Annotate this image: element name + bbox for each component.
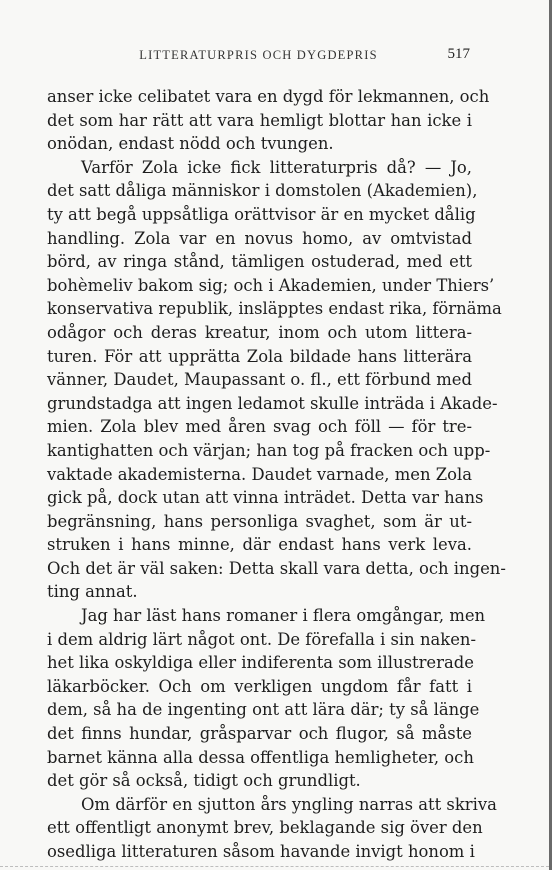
running-head: LITTERATURPRIS OCH DYGDEPRIS bbox=[139, 48, 378, 62]
text-line: struken i hans minne, där endast hans verk leva. bbox=[47, 535, 472, 555]
page-header bbox=[47, 48, 470, 72]
text-line: begränsning, hans personliga svaghet, som är ut- bbox=[47, 511, 472, 531]
text-line: turen. För att upprätta Zola bildade hans litterära bbox=[47, 346, 472, 366]
text-line: ett offentligt anonymt brev, beklagande sig över den bbox=[47, 818, 483, 838]
text-line: grundstadga att ingen ledamot skulle inträda i Akade- bbox=[47, 393, 498, 413]
text-line: det satt dåliga människor i domstolen (Akademien), bbox=[47, 181, 478, 201]
text-line: barnet känna alla dessa offentliga hemligheter, och bbox=[47, 747, 474, 767]
text-line: vaktade akademisterna. Daudet varnade, men Zola bbox=[47, 464, 473, 484]
text-line: odågor och deras kreatur, inom och utom littera- bbox=[47, 322, 472, 342]
text-line: ting annat. bbox=[47, 582, 138, 602]
text-line: ty att begå uppsåtliga orättvisor är en mycket dålig bbox=[47, 204, 476, 224]
text-line: vänner, Daudet, Maupassant o. fl., ett förbund med bbox=[47, 370, 472, 390]
text-line: Och det är väl saken: Detta skall vara detta, och ingen- bbox=[47, 558, 506, 578]
text-line: Om därför en sjutton års yngling narras att skriva bbox=[81, 794, 497, 814]
text-line: bohèmeliv bakom sig; och i Akademien, under Thiers’ bbox=[47, 275, 495, 295]
text-line: osedliga litteraturen såsom havande invigt honom i bbox=[47, 842, 475, 861]
text-line: det som har rätt att vara hemligt blottar han icke i bbox=[47, 110, 472, 130]
paragraph-4 bbox=[47, 793, 497, 864]
text-line: mien. Zola blev med åren svag och föll — för tre- bbox=[47, 417, 472, 437]
paragraph-2 bbox=[47, 156, 506, 604]
bottom-edge-rule bbox=[0, 866, 549, 868]
text-line: gick på, dock utan att vinna inträdet. Detta var hans bbox=[47, 488, 484, 508]
text-line: Jag har läst hans romaner i flera omgångar, men bbox=[81, 606, 486, 626]
text-line: dem, så ha de ingenting ont att lära där; ty så länge bbox=[47, 700, 480, 720]
text-line: anser icke celibatet vara en dygd för lekmannen, och bbox=[47, 87, 490, 106]
text-line: börd, av ringa stånd, tämligen ostuderad, med ett bbox=[47, 252, 472, 272]
text-line: läkarböcker. Och om verkligen ungdom får fatt i bbox=[47, 676, 472, 696]
body-text bbox=[47, 85, 506, 864]
text-line: onödan, endast nödd och tvungen. bbox=[47, 134, 334, 154]
text-line: Varför Zola icke fick litteraturpris då? — Jo, bbox=[81, 157, 472, 177]
text-line: i dem aldrig lärt något ont. De förefalla i sin naken- bbox=[47, 629, 476, 649]
text-line: konservativa republik, insläpptes endast rika, förnäma bbox=[47, 299, 502, 319]
text-line: het lika oskyldiga eller indiferenta som illustrerade bbox=[47, 653, 474, 673]
page-number: 517 bbox=[447, 46, 470, 62]
paragraph-3 bbox=[47, 604, 486, 793]
text-line: det finns hundar, gråsparvar och flugor, så måste bbox=[47, 724, 472, 744]
text-line: kantighatten och värjan; han tog på fracken och upp- bbox=[47, 440, 491, 460]
text-line: handling. Zola var en novus homo, av omtvistad bbox=[47, 228, 472, 248]
paragraph-1 bbox=[47, 85, 490, 156]
text-line: det gör så också, tidigt och grundligt. bbox=[47, 771, 361, 791]
